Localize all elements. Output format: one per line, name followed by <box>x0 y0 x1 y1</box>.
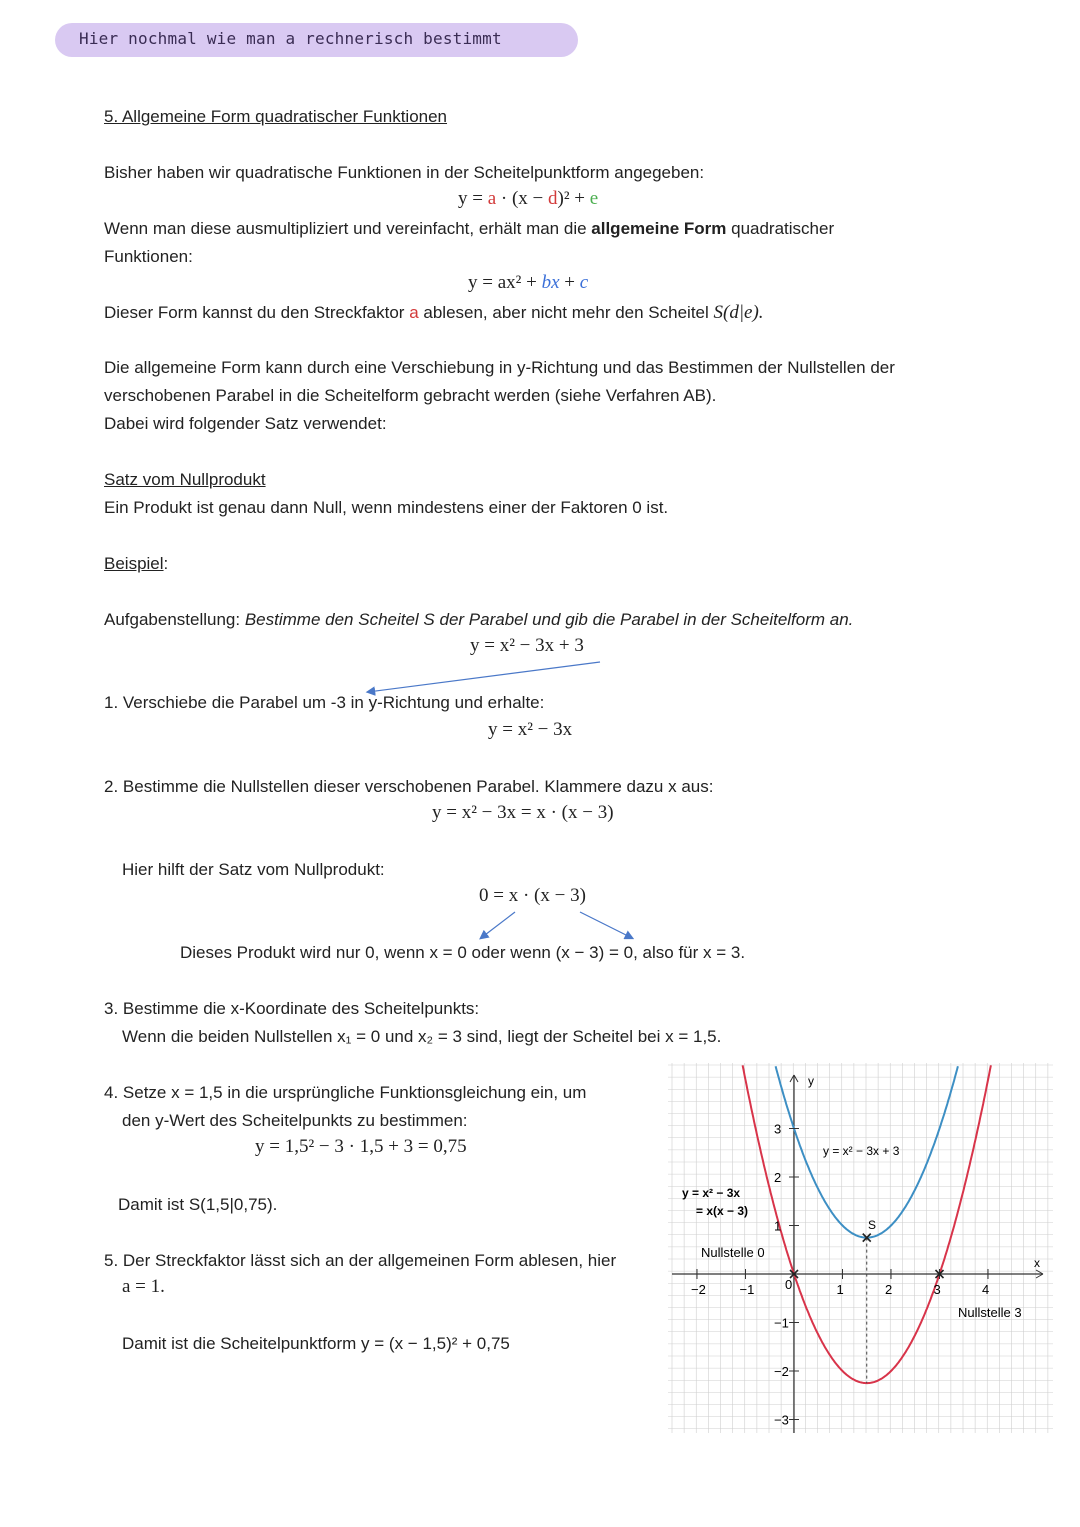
step-5-line-1: 5. Der Streckfaktor lässt sich an der allgemeinen Form ablesen, hier <box>104 1251 617 1270</box>
beispiel-label: Beispiel: <box>104 554 169 573</box>
parabola-graph <box>668 1063 1053 1433</box>
intro-line-1: Bisher haben wir quadratische Funktionen in der Scheitelpunktform angegeben: <box>104 163 705 182</box>
equation-3: 0 = x · (x − 3) <box>479 885 586 906</box>
para2-line-2: verschobenen Parabel in die Scheitelform gebracht werden (siehe Verfahren AB). <box>104 386 717 405</box>
y-tick-label: −2 <box>774 1364 789 1379</box>
vertex-form-equation: y = a · (x − d)² + e <box>458 188 599 209</box>
step-2: 2. Bestimme die Nullstellen dieser verschobenen Parabel. Klammere dazu x aus: <box>104 777 714 796</box>
x-tick-label: 1 <box>836 1282 844 1297</box>
arrow-right-factor <box>580 912 632 938</box>
x-tick-label: 2 <box>885 1282 893 1297</box>
label-shifted-function-1: y = x² − 3x <box>682 1186 741 1200</box>
step-3-detail: Wenn die beiden Nullstellen x₁ = 0 und x₂ = 3 sind, liegt der Scheitel bei x = 1,5. <box>122 1027 722 1046</box>
para2-line-3: Dabei wird folgender Satz verwendet: <box>104 414 387 433</box>
y-tick-label: −3 <box>774 1412 789 1428</box>
label-nullstelle-3: Nullstelle 3 <box>958 1305 1022 1320</box>
step-4-line-1: 4. Setze x = 1,5 in die ursprüngliche Funktionsgleichung ein, um <box>104 1083 587 1102</box>
x-tick-label: −2 <box>691 1282 706 1297</box>
y-tick-label: 1 <box>774 1218 782 1234</box>
damit-s: Damit ist S(1,5|0,75). <box>118 1195 278 1214</box>
intro-line-4: Dieser Form kannst du den Streckfaktor a ablesen, aber nicht mehr den Scheitel S(d|e). <box>104 302 764 323</box>
y-tick-label: 2 <box>774 1170 782 1185</box>
satz-title: Satz vom Nullprodukt <box>104 470 266 489</box>
equation-0: y = x² − 3x + 3 <box>470 635 584 656</box>
hilft-text: Hier hilft der Satz vom Nullprodukt: <box>122 860 385 879</box>
general-form-equation: y = ax² + bx + c <box>468 272 589 293</box>
arrow-left-factor <box>481 912 515 938</box>
satz-text: Ein Produkt ist genau dann Null, wenn mindestens einer der Faktoren 0 ist. <box>104 498 669 517</box>
origin-label: 0 <box>785 1277 793 1292</box>
y-axis-label: y <box>808 1074 814 1088</box>
para2-line-1: Die allgemeine Form kann durch eine Verschiebung in y-Richtung und das Bestimmen der Nullstellen der <box>104 358 895 377</box>
x-tick-label: 3 <box>933 1282 941 1297</box>
label-shifted-function-2: = x(x − 3) <box>696 1204 749 1218</box>
step-5-line-2: a = 1. <box>122 1276 165 1297</box>
label-original-function: y = x² − 3x + 3 <box>823 1144 900 1158</box>
vertex-label: S <box>868 1218 877 1232</box>
final-form: Damit ist die Scheitelpunktform y = (x − 1,5)² + 0,75 <box>122 1334 510 1353</box>
x-axis-label: x <box>1034 1256 1040 1270</box>
task-line: Aufgabenstellung: Bestimme den Scheitel S der Parabel und gib die Parabel in der Scheitelform an. <box>104 610 854 629</box>
equation-1: y = x² − 3x <box>488 719 573 740</box>
arrow-shift <box>368 662 600 692</box>
x-tick-label: 4 <box>982 1282 990 1297</box>
y-tick-label: −1 <box>774 1315 789 1331</box>
section-title: 5. Allgemeine Form quadratischer Funktionen <box>104 107 448 126</box>
label-nullstelle-0: Nullstelle 0 <box>701 1245 765 1260</box>
y-tick-label: 3 <box>774 1121 782 1137</box>
x-tick-label: −1 <box>739 1282 755 1297</box>
produkt-text: Dieses Produkt wird nur 0, wenn x = 0 oder wenn (x − 3) = 0, also für x = 3. <box>180 943 746 962</box>
header-note: Hier nochmal wie man a rechnerisch bestimmt <box>79 29 502 48</box>
step-1: 1. Verschiebe die Parabel um -3 in y-Richtung und erhalte: <box>104 693 545 712</box>
step-3: 3. Bestimme die x-Koordinate des Scheitelpunkts: <box>104 999 480 1018</box>
intro-line-2: Wenn man diese ausmultipliziert und vereinfacht, erhält man die allgemeine Form quadratischer <box>104 219 835 238</box>
intro-line-3: Funktionen: <box>104 247 193 266</box>
equation-2: y = x² − 3x = x · (x − 3) <box>432 802 614 823</box>
equation-4: y = 1,5² − 3 · 1,5 + 3 = 0,75 <box>255 1136 467 1157</box>
step-4-line-2: den y-Wert des Scheitelpunkts zu bestimmen: <box>122 1111 468 1130</box>
